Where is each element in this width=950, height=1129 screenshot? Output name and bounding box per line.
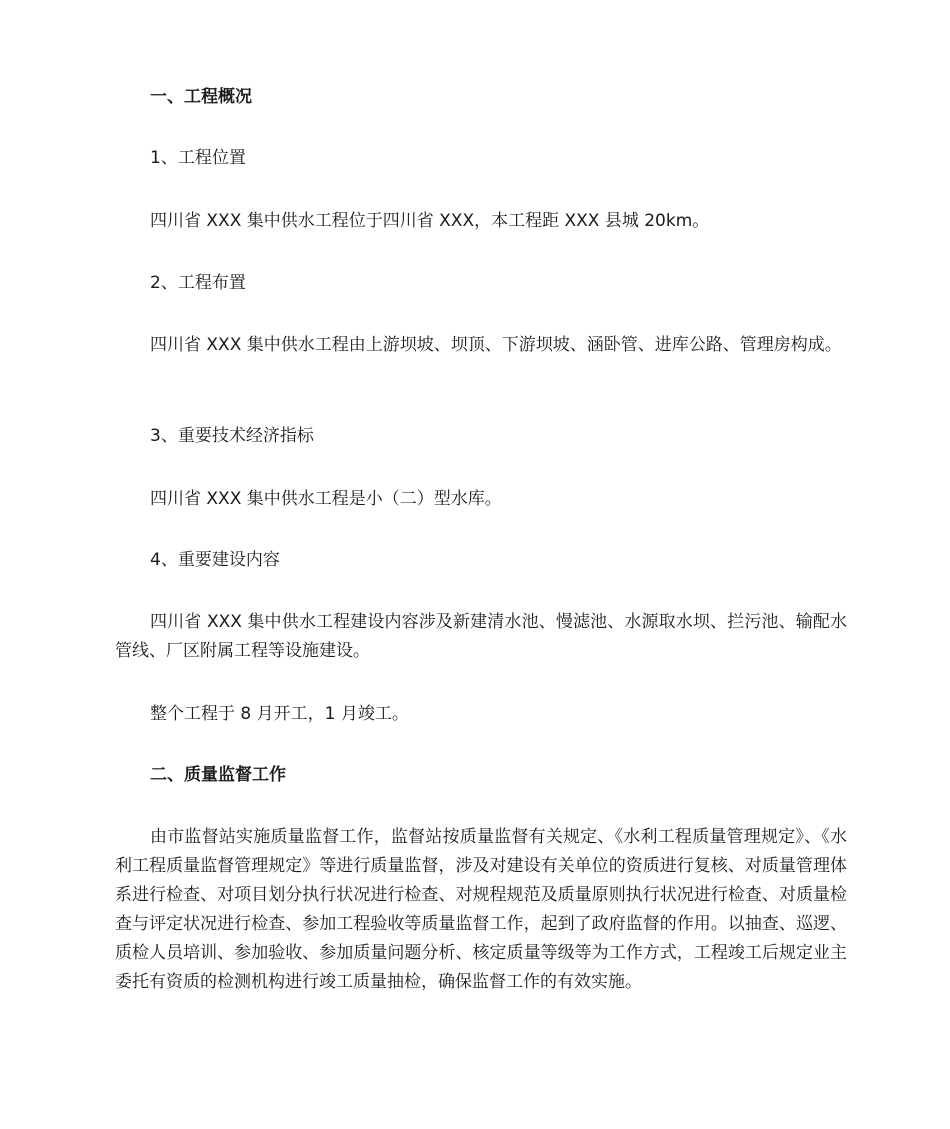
subsection-4-paragraph: 四川省 XXX 集中供水工程建设内容涉及新建清水池、慢滤池、水源取水坝、拦污池、输配水管线、厂区附属工程等设施建设。 (115, 612, 847, 661)
subsection-3-heading: 3、重要技术经济指标 (150, 426, 314, 446)
section-2-heading: 二、质量监督工作 (150, 765, 286, 785)
subsection-3-paragraph: 四川省 XXX 集中供水工程是小（二）型水库。 (150, 489, 502, 509)
schedule-paragraph: 整个工程于 8 月开工，1 月竣工。 (150, 704, 409, 724)
subsection-1-heading: 1、工程位置 (150, 148, 246, 168)
subsection-4-heading: 4、重要建设内容 (150, 550, 280, 570)
section-1-heading: 一、工程概况 (150, 87, 252, 107)
subsection-2-heading: 2、工程布置 (150, 273, 246, 293)
section-2-paragraph: 由市监督站实施质量监督工作，监督站按质量监督有关规定、《水利工程质量管理规定》、《水利工程质量监督管理规定》等进行质量监督，涉及对建设有关单位的资质进行复核、对质量管理体系进行检查、对项目划分执行状况进行检查、对规程规范及质量原则执行状况进行检查、对质量检查与评定状况进行检查、参加工程验收等质量监督工作，起到了政府监督的作用。以抽查、巡逻、质检人员培训、参加验收、参加质量问题分析、核定质量等级等为工作方式，工程竣工后规定业主委托有资质的检测机构进行竣工质量抽检，确保监督工作的有效实施。 (115, 827, 847, 992)
subsection-1-paragraph: 四川省 XXX 集中供水工程位于四川省 XXX，本工程距 XXX 县城 20km。 (150, 211, 710, 231)
subsection-2-paragraph: 四川省 XXX 集中供水工程由上游坝坡、坝顶、下游坝坡、涵卧管、进库公路、管理房构成。 (150, 335, 842, 355)
